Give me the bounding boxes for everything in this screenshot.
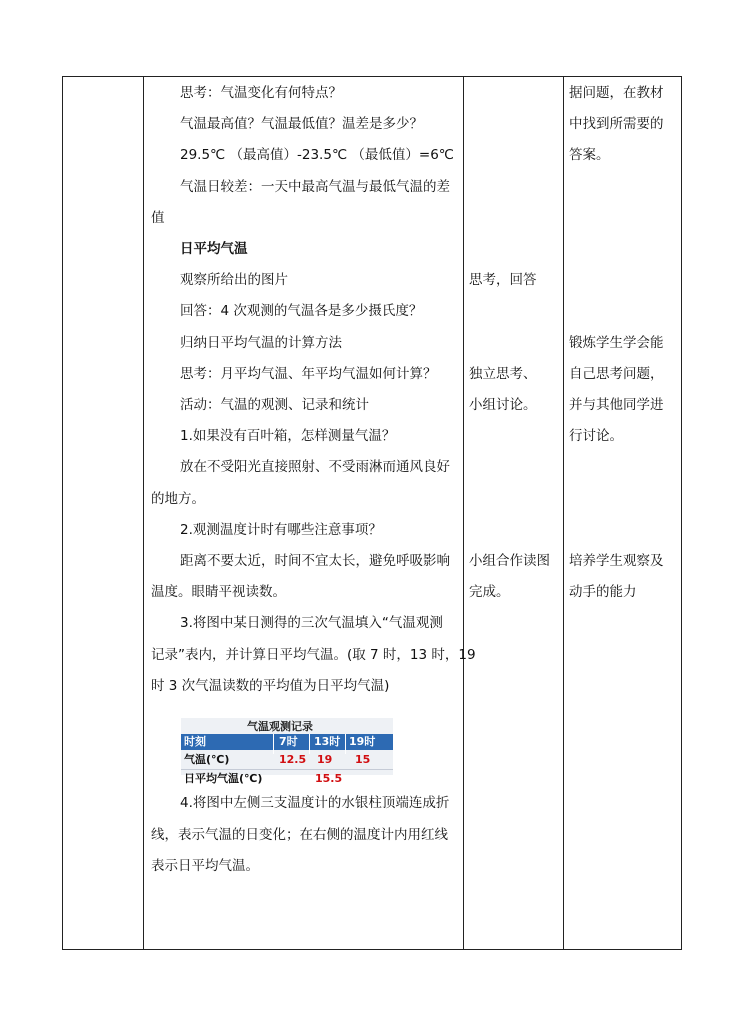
text-line: 气温日较差：一天中最高气温与最低气温的差 xyxy=(180,179,450,195)
row-label: 气温(℃) xyxy=(184,753,230,766)
text-line: 归纳日平均气温的计算方法 xyxy=(180,335,342,351)
text-line: 据问题，在教材 xyxy=(569,85,664,101)
text-line: 值 xyxy=(151,210,165,226)
text-line: 时 3 次气温读数的平均值为日平均气温) xyxy=(151,678,390,694)
header-cell: 7时 xyxy=(279,735,298,748)
row-label: 日平均气温(℃) xyxy=(184,772,263,785)
temperature-record-table xyxy=(181,718,393,785)
text-line: 回答：4 次观测的气温各是多少摄氏度？ xyxy=(180,303,423,319)
table-title: 气温观测记录 xyxy=(247,720,313,733)
text-line: 小组讨论。 xyxy=(469,397,537,413)
text-line: 2.观测温度计时有哪些注意事项？ xyxy=(180,522,382,538)
text-line: 思考，回答 xyxy=(469,272,537,288)
text-line: 自己思考问题， xyxy=(569,366,664,382)
text-line: 气温最高值？气温最低值？温差是多少？ xyxy=(180,116,423,132)
column-divider xyxy=(563,77,564,949)
text-line: 并与其他同学进 xyxy=(569,397,664,413)
table-header-row xyxy=(181,734,393,750)
text-line: 29.5℃ （最高值）-23.5℃ （最低值）=6℃ xyxy=(180,147,454,163)
text-line: 独立思考、 xyxy=(469,366,537,382)
temp-value: 15 xyxy=(355,753,371,766)
text-line: 行讨论。 xyxy=(569,428,623,444)
text-line: 1.如果没有百叶箱，怎样测量气温？ xyxy=(180,428,396,444)
text-line: 观察所给出的图片 xyxy=(180,272,288,288)
text-line: 完成。 xyxy=(469,584,510,600)
header-cell: 时刻 xyxy=(184,735,206,748)
text-line: 距离不要太近，时间不宜太长，避免呼吸影响 xyxy=(180,553,450,569)
text-line: 温度。眼睛平视读数。 xyxy=(151,584,286,600)
text-line: 的地方。 xyxy=(151,491,205,507)
text-line: 动手的能力 xyxy=(569,584,637,600)
text-line: 思考：气温变化有何特点？ xyxy=(180,85,342,101)
text-line: 锻炼学生学会能 xyxy=(569,335,664,351)
text-line: 答案。 xyxy=(569,147,610,163)
column-divider xyxy=(463,77,464,949)
text-line: 记录”表内，并计算日平均气温。(取 7 时，13 时，19 xyxy=(151,647,476,663)
section-heading: 日平均气温 xyxy=(180,241,248,257)
text-line: 3.将图中某日测得的三次气温填入“气温观测 xyxy=(180,615,443,631)
column-divider xyxy=(143,77,144,949)
table-row xyxy=(181,770,393,788)
temp-value: 12.5 xyxy=(279,753,307,766)
text-line: 表示日平均气温。 xyxy=(151,858,259,874)
header-cell: 13时 xyxy=(314,735,341,748)
text-line: 中找到所需要的 xyxy=(569,116,664,132)
text-line: 培养学生观察及 xyxy=(569,553,664,569)
avg-value: 15.5 xyxy=(315,772,343,785)
text-line: 线，表示气温的日变化；在右侧的温度计内用红线 xyxy=(151,827,448,843)
header-cell: 19时 xyxy=(349,735,376,748)
text-line: 4.将图中左侧三支温度计的水银柱顶端连成折 xyxy=(180,795,450,811)
temp-value: 19 xyxy=(317,753,333,766)
text-line: 放在不受阳光直接照射、不受雨淋而通风良好 xyxy=(180,459,450,475)
lesson-table xyxy=(62,76,682,950)
text-line: 活动：气温的观测、记录和统计 xyxy=(180,397,369,413)
table-row xyxy=(181,751,393,770)
text-line: 思考：月平均气温、年平均气温如何计算？ xyxy=(180,366,437,382)
text-line: 小组合作读图 xyxy=(469,553,550,569)
